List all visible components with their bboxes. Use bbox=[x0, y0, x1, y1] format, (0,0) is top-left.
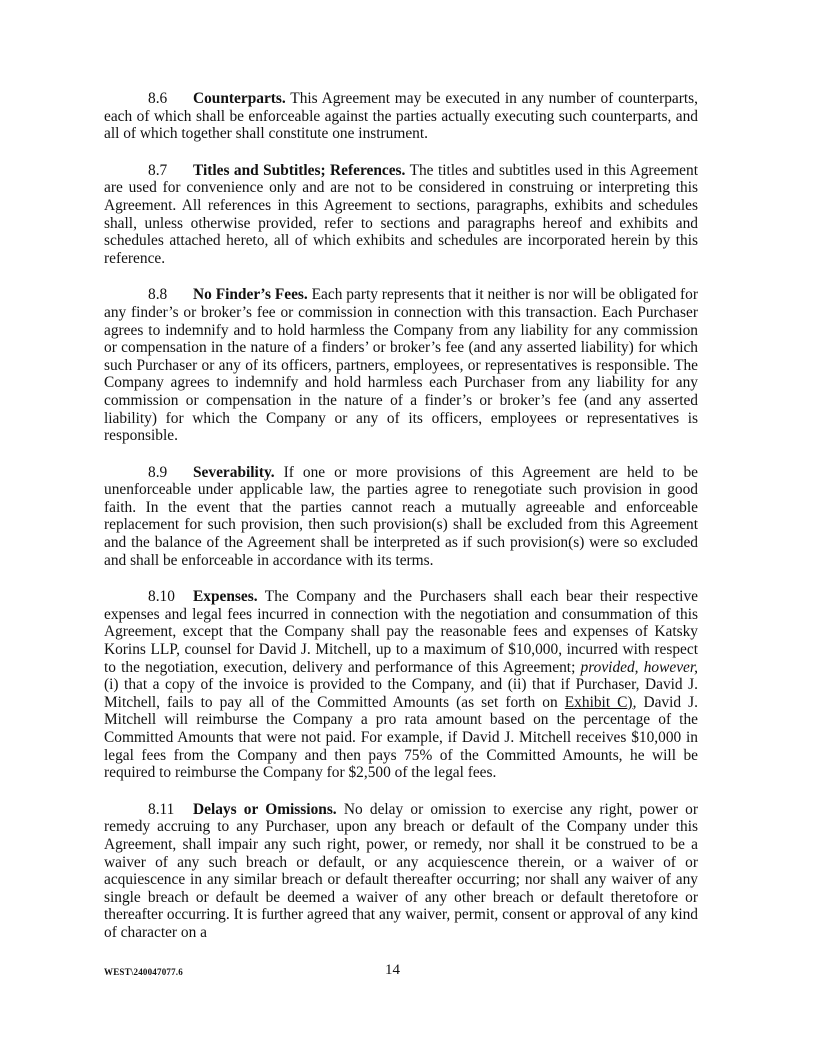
section-text: The Company and the Purchasers shall each bear their respective expenses and legal fees incurred in connection with the negotiation and consummation of this Agreement, except that the Company shall pay the reasonable fees and expenses of Katsky Korins LLP, counsel for David J. Mitchell, up to a maximum of $10,000, incurred with respect to the negotiation, execution, delivery and performance of this Agreement; bbox=[104, 588, 698, 676]
section-text: No delay or omission to exercise any right, power or remedy accruing to any Purchaser, upon any breach or default of the Company under this Agreement, shall impair any such right, power, or remedy, nor shall it be construed to be a waiver of any such breach or default, or any acquiescence therein, or a waiver of or acquiescence in any similar breach or default thereafter occurring; nor shall any waiver of any single breach or default be deemed a waiver of any other breach or default theretofore or thereafter occurring. It is further agreed that any waiver, permit, consent or approval of any kind of character on a bbox=[104, 800, 698, 941]
section-number: 8.6 bbox=[148, 90, 168, 107]
section-heading: Severability. bbox=[193, 463, 275, 481]
document-body bbox=[104, 90, 698, 961]
document-id: WEST\240047077.6 bbox=[104, 967, 183, 977]
section-8-7 bbox=[104, 162, 698, 268]
section-8-8 bbox=[104, 286, 698, 444]
section-8-9 bbox=[104, 464, 698, 570]
section-text: (i) that a copy of the invoice is provided to the Company, and (ii) that if Purchaser, David J. Mitchell, fails to pay all of the Committed Amounts (as set forth on bbox=[104, 676, 698, 711]
section-text: This Agreement may be executed in any number of counterparts, each of which shall be enforceable against the parties actually executing such counterparts, and all of which together shall constitute one instrument. bbox=[104, 90, 698, 143]
section-number: 8.7 bbox=[148, 161, 168, 179]
section-number: 8.9 bbox=[148, 463, 168, 481]
section-text: The titles and subtitles used in this Agreement are used for convenience only and are not to be considered in construing or interpreting this Agreement. All references in this Agreement to sections, paragraphs, exhibits and schedules shall, unless otherwise provided, refer to sections and paragraphs hereof and exhibits and schedules attached hereto, all of which exhibits and schedules are incorporated herein by this reference. bbox=[104, 161, 698, 267]
section-number: 8.10 bbox=[148, 588, 175, 606]
exhibit-reference: Exhibit C) bbox=[564, 693, 633, 711]
section-text: , David J. Mitchell will reimburse the Company a pro rata amount based on the percentage of the Committed Amounts that were not paid. For example, if David J. Mitchell receives $10,000 in legal fees from the Company and then pays 75% of the Committed Amounts, he will be required to reimburse the Company for $2,500 of the legal fees. bbox=[104, 693, 698, 782]
section-heading: Delays or Omissions. bbox=[193, 800, 337, 818]
section-8-6 bbox=[104, 90, 698, 143]
section-text: Each party represents that it neither is nor will be obligated for any finder’s or broker’s fee or commission in connection with this transaction. Each Purchaser agrees to indemnify and to hold harmless the Company from any liability for any commission or compensation in the nature of a finders’ or broker’s fee (and any asserted liability) for which such Purchaser or any of its officers, partners, employees, or representatives is responsible. The Company agrees to indemnify and hold harmless each Purchaser from any liability for any commission or compensation in the nature of a finder’s or broker’s fee (and any asserted liability) for which the Company or any of its officers, employees or representatives is responsible. bbox=[104, 286, 698, 445]
section-8-10 bbox=[104, 588, 698, 782]
section-heading: No Finder’s Fees. bbox=[193, 286, 308, 304]
section-text: If one or more provisions of this Agreement are held to be unenforceable under applicable law, the parties agree to renegotiate such provision in good faith. In the event that the parties cannot reach a mutually agreeable and enforceable replacement for such provision, then such provision(s) shall be excluded from this Agreement and the balance of the Agreement shall be interpreted as if such provision(s) were so excluded and shall be enforceable in accordance with its terms. bbox=[104, 463, 698, 569]
section-number: 8.8 bbox=[148, 286, 168, 304]
section-heading: Expenses. bbox=[193, 588, 258, 606]
page-number: 14 bbox=[385, 962, 400, 978]
section-8-11 bbox=[104, 801, 698, 942]
section-heading: Counterparts. bbox=[193, 90, 286, 107]
section-number: 8.11 bbox=[148, 800, 175, 818]
section-text-italic: provided, however, bbox=[580, 658, 698, 676]
section-heading: Titles and Subtitles; References. bbox=[193, 161, 406, 179]
